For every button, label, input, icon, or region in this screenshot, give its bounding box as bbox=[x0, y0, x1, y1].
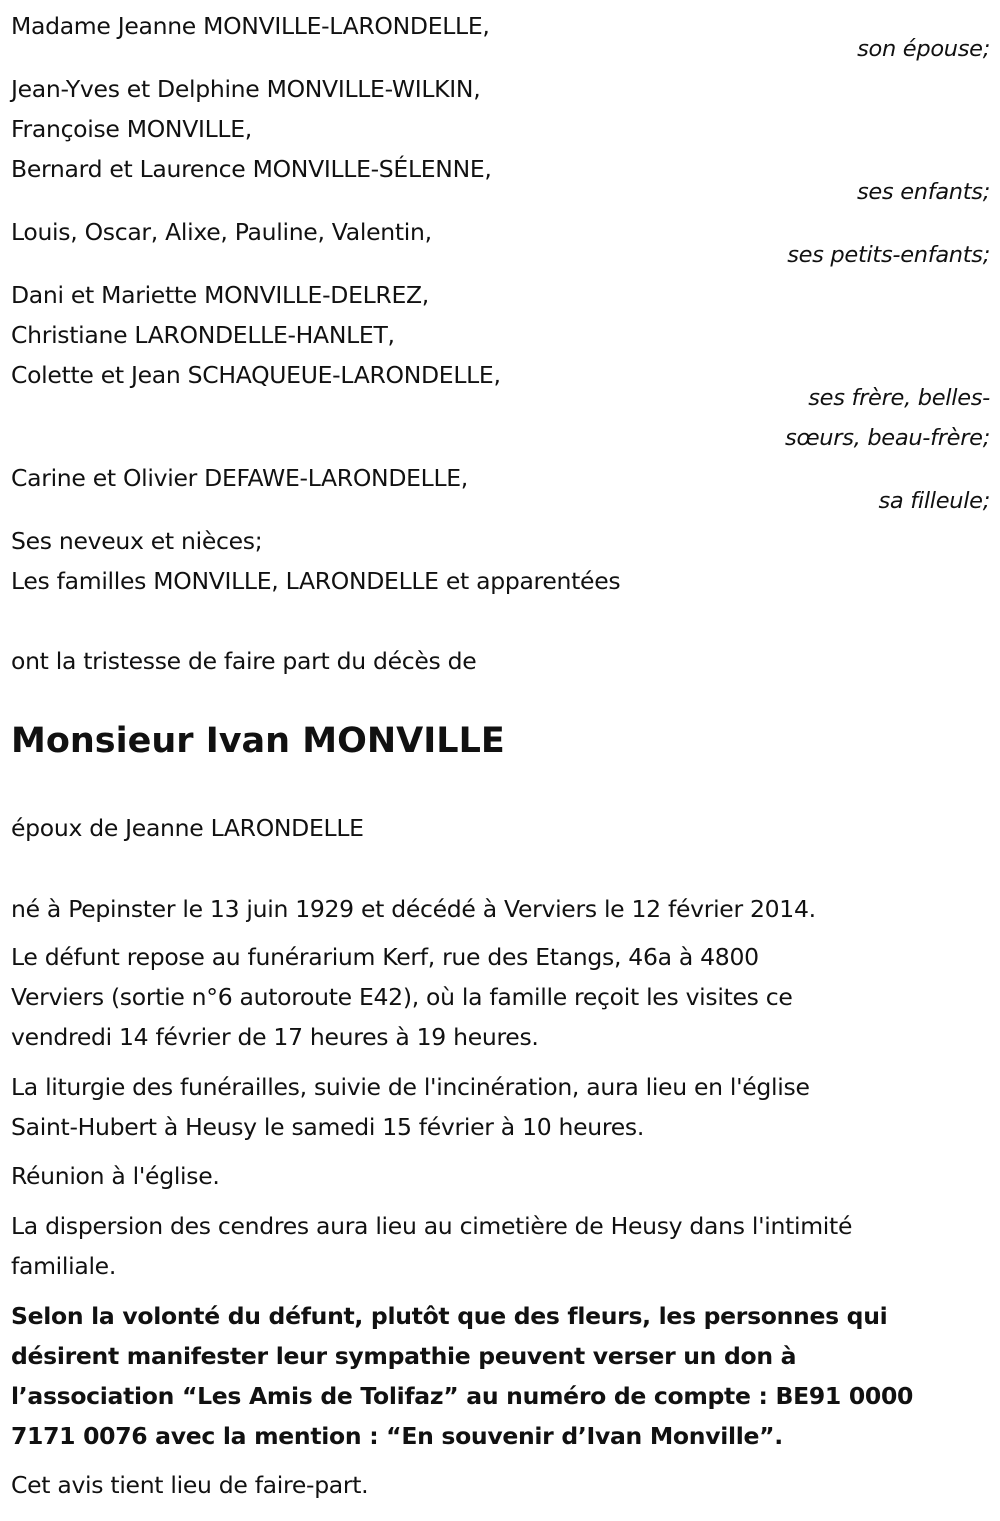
visitation-line: vendredi 14 février de 17 heures à 19 heures. bbox=[11, 1023, 539, 1051]
family-name-line: Colette et Jean SCHAQUEUE-LARONDELLE, bbox=[11, 361, 501, 389]
meeting-text: Réunion à l'église. bbox=[11, 1162, 220, 1190]
family-role: sœurs, beau-frère; bbox=[785, 425, 990, 451]
funeral-line: La liturgie des funérailles, suivie de l'incinération, aura lieu en l'église bbox=[11, 1073, 810, 1101]
deceased-name: Monsieur Ivan MONVILLE bbox=[11, 721, 505, 761]
donation-line: désirent manifester leur sympathie peuvent verser un don à bbox=[11, 1342, 797, 1370]
announcement-text: ont la tristesse de faire part du décès de bbox=[11, 647, 477, 675]
visitation-line: Le défunt repose au funérarium Kerf, rue des Etangs, 46a à 4800 bbox=[11, 943, 759, 971]
ashes-line: La dispersion des cendres aura lieu au cimetière de Heusy dans l'intimité bbox=[11, 1212, 853, 1240]
family-name-line: Madame Jeanne MONVILLE-LARONDELLE, bbox=[11, 12, 490, 40]
closing-text: Cet avis tient lieu de faire-part. bbox=[11, 1471, 369, 1499]
family-name-line: Bernard et Laurence MONVILLE-SÉLENNE, bbox=[11, 155, 492, 183]
family-role: son épouse; bbox=[857, 36, 990, 62]
family-name-line: Jean-Yves et Delphine MONVILLE-WILKIN, bbox=[11, 75, 481, 103]
family-name-line: Dani et Mariette MONVILLE-DELREZ, bbox=[11, 281, 429, 309]
family-role: ses petits-enfants; bbox=[787, 242, 990, 268]
family-name-line: Françoise MONVILLE, bbox=[11, 115, 252, 143]
family-role: sa filleule; bbox=[878, 488, 990, 514]
funeral-line: Saint-Hubert à Heusy le samedi 15 février à 10 heures. bbox=[11, 1113, 644, 1141]
extended-family-line: Les familles MONVILLE, LARONDELLE et apparentées bbox=[11, 567, 621, 595]
donation-line: 7171 0076 avec la mention : “En souvenir d’Ivan Monville”. bbox=[11, 1422, 783, 1450]
family-role: ses frère, belles- bbox=[808, 385, 990, 411]
birth-death-text: né à Pepinster le 13 juin 1929 et décédé à Verviers le 12 février 2014. bbox=[11, 895, 816, 923]
donation-line: l’association “Les Amis de Tolifaz” au numéro de compte : BE91 0000 bbox=[11, 1382, 914, 1410]
family-name-line: Louis, Oscar, Alixe, Pauline, Valentin, bbox=[11, 218, 432, 246]
deceased-spouse: époux de Jeanne LARONDELLE bbox=[11, 814, 364, 842]
ashes-line: familiale. bbox=[11, 1252, 117, 1280]
visitation-line: Verviers (sortie n°6 autoroute E42), où la famille reçoit les visites ce bbox=[11, 983, 793, 1011]
family-name-line: Carine et Olivier DEFAWE-LARONDELLE, bbox=[11, 464, 468, 492]
family-name-line: Christiane LARONDELLE-HANLET, bbox=[11, 321, 395, 349]
donation-line: Selon la volonté du défunt, plutôt que des fleurs, les personnes qui bbox=[11, 1302, 888, 1330]
extended-family-line: Ses neveux et nièces; bbox=[11, 527, 263, 555]
family-role: ses enfants; bbox=[856, 179, 990, 205]
